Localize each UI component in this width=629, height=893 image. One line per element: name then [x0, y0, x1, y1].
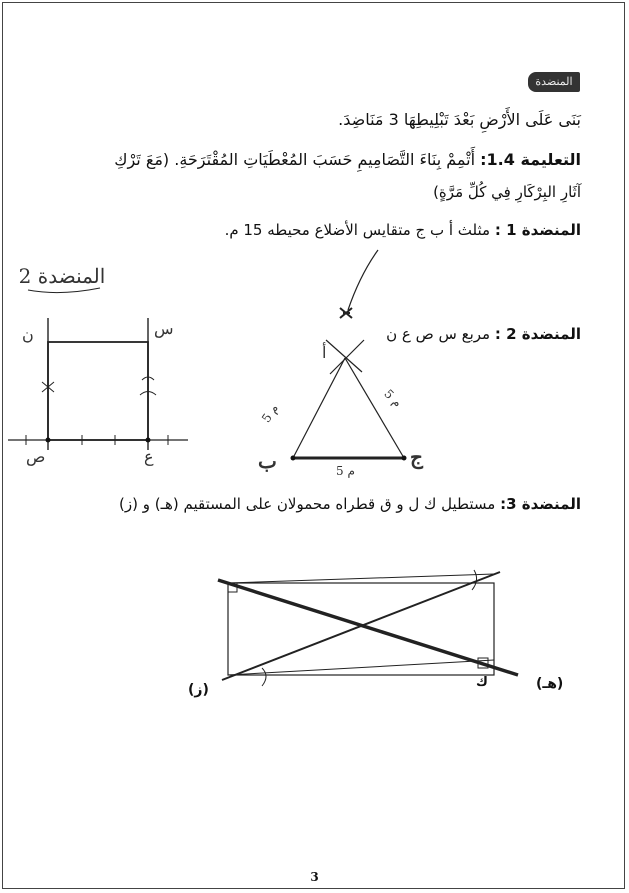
- left-side-length: 5 م: [259, 401, 282, 426]
- vertex-label-k: ك: [476, 675, 488, 690]
- table2-text: مربع س ص ع ن: [386, 325, 491, 343]
- table2-label: المنضدة 2 :: [494, 325, 581, 343]
- page-number: 3: [310, 870, 319, 884]
- table1-label: المنضدة 1 :: [494, 221, 581, 239]
- vertex-label-s: س: [154, 319, 174, 338]
- section-badge: المنضدة: [528, 72, 580, 92]
- instruction-label: التعليمة 1.4:: [480, 150, 581, 169]
- table3-label: المنضدة 3:: [500, 495, 581, 513]
- left-vertex-label: ب: [258, 449, 277, 473]
- compass-arc: [262, 668, 266, 686]
- construction-line: [228, 574, 494, 583]
- table1-text: مثلث أ ب ج متقايس الأضلاع محيطه 15 م.: [224, 221, 491, 239]
- line-label-h: (هـ): [536, 676, 564, 692]
- square-handwritten-title: المنضدة 2: [18, 264, 106, 288]
- table3-text: مستطيل ك ل و ق قطراه محمولان على المستقيم (هـ) و (ز): [119, 495, 496, 513]
- vertex-label-n: ن: [22, 325, 34, 344]
- instruction-continuation: آثَارِ البِرْكَارِ فِي كُلِّ مَرَّةٍ): [433, 183, 581, 201]
- line-z: [222, 572, 500, 680]
- instruction-text: أَتْمِمْ بِنَاءَ التَّصَامِيمِ حَسَبَ المُعْطَيَاتِ المُقْتَرَحَةِ. (مَعَ تَرْكِ: [114, 150, 476, 169]
- right-side-length: 5 م: [381, 386, 405, 410]
- compass-arc: [472, 570, 477, 590]
- vertex-label-sad: ص: [26, 447, 46, 466]
- intro-line: بَنَى عَلَى الأَرْضِ بَعْدَ تَبْلِيطِهَا 3 مَنَاضِدَ.: [338, 110, 581, 129]
- vertex-label-ain: ع: [144, 447, 154, 466]
- apex-label: أ: [322, 343, 327, 362]
- base-length: 5 م: [336, 464, 355, 478]
- line-label-z: (ز): [188, 682, 209, 698]
- right-vertex-label: ج: [410, 445, 423, 469]
